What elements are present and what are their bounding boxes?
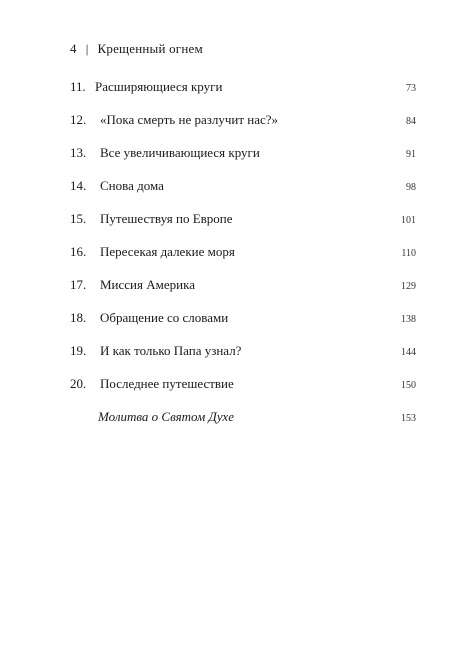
toc-entry-number: 15. <box>70 211 87 226</box>
toc-entry-page: 138 <box>401 314 416 325</box>
toc-entry-page: 101 <box>401 215 416 226</box>
toc-entry-number: 13. <box>70 145 87 160</box>
toc-entry-number: 19. <box>70 343 87 358</box>
toc-entry-page: 98 <box>406 182 416 193</box>
toc-entry-number: 16. <box>70 244 87 259</box>
toc-entry-page: 129 <box>401 281 416 292</box>
toc-entry <box>70 211 416 231</box>
toc-entry-title: Миссия Америка <box>100 277 195 292</box>
toc-entry-page: 150 <box>401 380 416 391</box>
toc-entry <box>70 112 416 132</box>
page-number: 4 <box>70 41 77 56</box>
toc-entry <box>70 376 416 396</box>
toc-entry-title: Обращение со словами <box>100 310 229 325</box>
toc-entry-number: 18. <box>70 310 87 325</box>
running-head-separator: | <box>85 41 89 56</box>
toc-entry-number: 11. <box>70 79 86 94</box>
running-head <box>70 41 203 57</box>
toc-entry <box>70 310 416 330</box>
toc-entry <box>70 178 416 198</box>
toc-entry <box>70 79 416 99</box>
toc-entry-title: Пересекая далекие моря <box>100 244 235 259</box>
book-title: Крещенный огнем <box>97 41 203 56</box>
toc-entry-page: 144 <box>401 347 416 358</box>
toc-entry <box>70 343 416 363</box>
toc-entry-page: 91 <box>406 149 416 160</box>
toc-entry-number: 17. <box>70 277 87 292</box>
toc-entry-number: 20. <box>70 376 87 391</box>
toc-entry <box>70 277 416 297</box>
toc-entry-title: Все увеличивающиеся круги <box>100 145 260 160</box>
toc-entry-page: 73 <box>406 83 416 94</box>
toc-entry-title: Молитва о Святом Духе <box>98 409 234 424</box>
toc-entry-page: 153 <box>401 413 416 424</box>
toc-entry-number: 12. <box>70 112 87 127</box>
toc-entry-title: И как только Папа узнал? <box>100 343 242 358</box>
toc-entry-title: Последнее путешествие <box>100 376 234 391</box>
toc-entry-title: Расширяющиеся круги <box>95 79 223 94</box>
toc-entry <box>70 244 416 264</box>
toc-entry-prayer <box>70 409 416 429</box>
toc-entry-title: Снова дома <box>100 178 164 193</box>
toc-entry-page: 84 <box>406 116 416 127</box>
toc-entry-number: 14. <box>70 178 87 193</box>
toc-entry-title: «Пока смерть не разлучит нас?» <box>100 112 279 127</box>
toc-entry-page: 110 <box>401 248 416 259</box>
toc-entry-title: Путешествуя по Европе <box>100 211 233 226</box>
toc-entry <box>70 145 416 165</box>
